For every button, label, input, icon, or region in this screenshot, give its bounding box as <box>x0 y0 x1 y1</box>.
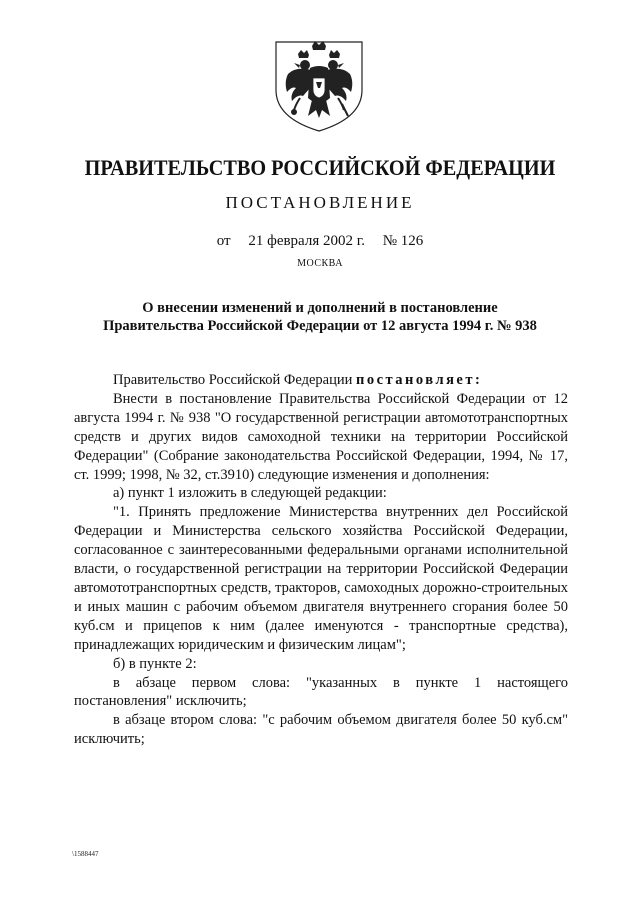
heading-line-2: Правительства Российской Федерации от 12 августа 1994 г. № 938 <box>103 318 537 334</box>
body-paragraph: в абзаце первом слова: "указанных в пункте 1 настоящего постановления" исключить; <box>74 674 568 710</box>
body-paragraph: б) в пункте 2: <box>113 655 197 672</box>
footer-document-code: \1588447 <box>72 850 99 858</box>
document-heading <box>0 299 640 335</box>
resolution-verb: постановляет: <box>355 372 483 388</box>
document-body <box>74 371 568 749</box>
body-paragraph: "1. Принять предложение Министерства внутренних дел Российской Федерации и Министерства сельского хозяйства Российской Федерации, согласованное с заинтересованными федеральными органами исполнительной власти, о государственной регистрации на территории Российской Федерации автомототранспортных средств, тракторов, самоходных дорожно-строительных и иных машин с рабочим объемом двигателя внутреннего сгорания более 50 куб.см и прицепов к ним (далее именуются - транспортные средства), принадлежащих юридическим и физическим лицам"; <box>74 504 568 653</box>
government-title: ПРАВИТЕЛЬСТВО РОССИЙСКОЙ ФЕДЕРАЦИИ <box>84 155 556 180</box>
coat-of-arms-emblem <box>270 38 368 134</box>
body-paragraph: а) пункт 1 изложить в следующей редакции: <box>113 485 387 502</box>
body-paragraph: в абзаце втором слова: "с рабочим объемом двигателя более 50 куб.см" исключить; <box>74 712 568 748</box>
body-paragraph: Внести в постановление Правительства Российской Федерации от 12 августа 1994 г. № 938 "О государственной регистрации автомототранспортных средств и других видов самоходной техники на территории Российской Федерации" (Собрание законодательства Российской Федерации, 1994, № 17, ст. 1999; 1998, № 32, ст.3910) следующие изменения и дополнения: <box>74 390 568 483</box>
document-date-line <box>0 233 640 250</box>
heading-line-1: О внесении изменений и дополнений в постановление <box>142 300 498 316</box>
document-number: № 126 <box>382 233 424 249</box>
resolution-intro: Правительство Российской Федерации <box>113 372 353 388</box>
document-date: 21 февраля 2002 г. <box>248 233 365 249</box>
document-type: ПОСТАНОВЛЕНИЕ <box>225 193 415 212</box>
document-city: МОСКВА <box>297 258 343 269</box>
body-paragraph <box>74 371 568 390</box>
date-prefix: от <box>216 233 231 249</box>
